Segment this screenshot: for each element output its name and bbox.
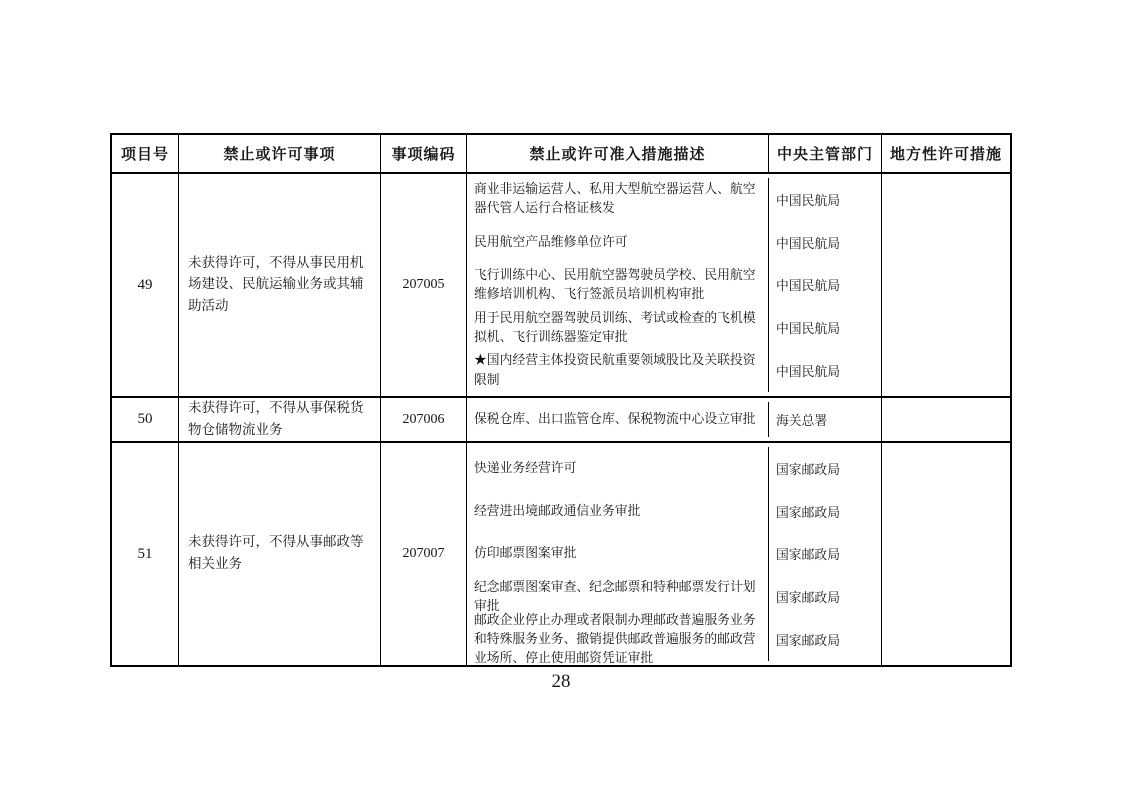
matter-code: 207007 (381, 443, 467, 665)
page-number: 28 (551, 671, 571, 692)
department-text: 国家邮政局 (776, 591, 840, 607)
department-text: 国家邮政局 (776, 505, 840, 521)
prohibited-matter: 未获得许可，不得从事保税货物仓储物流业务 (179, 398, 381, 441)
department-text: 国家邮政局 (776, 548, 840, 564)
measure-text: 商业非运输运营人、私用大型航空器运营人、航空器代管人运行合格证核发 (467, 178, 769, 221)
measure-subrow (467, 221, 881, 264)
measure-subrow (467, 306, 881, 349)
measure-subrow (467, 447, 881, 490)
measures-and-departments (467, 398, 882, 441)
measures-and-departments (467, 443, 882, 665)
measure-text: 经营进出境邮政通信业务审批 (467, 490, 769, 533)
measure-text: 用于民用航空器驾驶员训练、考试或检查的飞机模拟机、飞行训练器鉴定审批 (467, 306, 769, 349)
table-row (112, 443, 1010, 665)
measure-subrow (467, 490, 881, 533)
local-measures-cell (882, 174, 1010, 396)
table-header-row (112, 135, 1010, 174)
item-number: 51 (112, 443, 179, 665)
header-matter-code: 事项编码 (381, 135, 467, 172)
department-text: 海关总署 (776, 414, 828, 429)
header-item-number: 项目号 (112, 135, 179, 172)
measure-subrow (467, 402, 881, 437)
prohibited-matter: 未获得许可，不得从事邮政等相关业务 (179, 443, 381, 665)
item-number: 49 (112, 174, 179, 396)
department-text: 中国民航局 (776, 279, 840, 295)
header-central-department: 中央主管部门 (769, 135, 882, 172)
measure-text: 飞行训练中心、民用航空器驾驶员学校、民用航空维修培训机构、飞行签派员培训机构审批 (467, 264, 769, 307)
department-text: 中国民航局 (776, 193, 840, 209)
measure-text: 仿印邮票图案审批 (467, 533, 769, 576)
department-text: 国家邮政局 (776, 634, 840, 650)
header-measure-description: 禁止或许可准入措施描述 (467, 135, 769, 172)
table-row (112, 174, 1010, 398)
prohibited-matter: 未获得许可，不得从事民用机场建设、民航运输业务或其辅助活动 (179, 174, 381, 396)
measure-text: ★国内经营主体投资民航重要领域股比及关联投资限制 (467, 349, 769, 392)
measure-subrow (467, 349, 881, 392)
table-row (112, 398, 1010, 443)
measure-subrow (467, 178, 881, 221)
header-local-measures: 地方性许可措施 (889, 145, 1002, 163)
department-text: 中国民航局 (776, 236, 840, 252)
matter-code: 207006 (381, 398, 467, 441)
measure-subrow (467, 533, 881, 576)
measures-and-departments (467, 174, 882, 396)
measure-subrow (467, 264, 881, 307)
item-number: 50 (112, 398, 179, 441)
department-text: 中国民航局 (776, 322, 840, 338)
header-prohibited-matter: 禁止或许可事项 (179, 135, 381, 172)
department-text: 中国民航局 (776, 365, 840, 381)
measure-subrow (467, 612, 881, 667)
department-text: 国家邮政局 (776, 462, 840, 478)
measure-text: 邮政企业停止办理或者限制办理邮政普遍服务业务和特殊服务业务、撤销提供邮政普遍服务的邮政营业场所、停止使用邮资凭证审批 (467, 618, 769, 661)
measure-text: 民用航空产品维修单位许可 (467, 221, 769, 264)
negative-list-table (110, 133, 1012, 667)
measure-text: 保税仓库、出口监管仓库、保税物流中心设立审批 (467, 402, 769, 437)
measure-text: 纪念邮票图案审查、纪念邮票和特种邮票发行计划审批 (467, 575, 769, 618)
matter-code: 207005 (381, 174, 467, 396)
measure-text: 快递业务经营许可 (467, 447, 769, 490)
local-measures-cell (882, 398, 1010, 441)
local-measures-cell (882, 443, 1010, 665)
